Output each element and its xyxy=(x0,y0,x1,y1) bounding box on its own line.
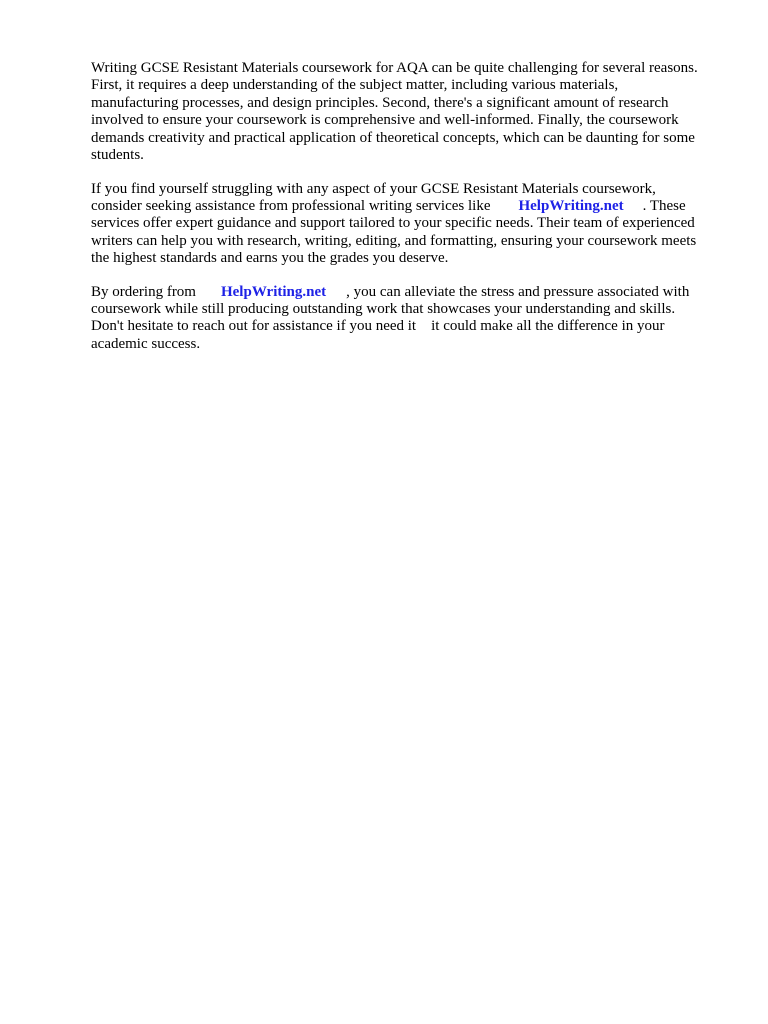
text-line: the highest standards and earns you the grades you deserve. xyxy=(91,250,449,267)
paragraph-intro xyxy=(91,60,731,164)
text-segment: , you can alleviate the stress and pressure associated with xyxy=(346,283,690,300)
paragraph-ordering xyxy=(91,284,731,354)
text-line: academic success. xyxy=(91,335,201,352)
text-line: involved to ensure your coursework is comprehensive and well-informed. Finally, the coursework xyxy=(91,112,679,129)
text-segment: it could make all the difference in your xyxy=(431,318,665,335)
text-line: If you find yourself struggling with any aspect of your GCSE Resistant Materials coursework, xyxy=(91,180,656,197)
text-segment: By ordering from xyxy=(91,283,196,300)
helpwriting-link[interactable]: HelpWriting.net xyxy=(518,197,624,214)
paragraph-help xyxy=(91,181,731,268)
helpwriting-link[interactable]: HelpWriting.net xyxy=(220,283,327,300)
text-line-with-link xyxy=(91,284,731,301)
text-segment: consider seeking assistance from professional writing services like xyxy=(91,197,491,214)
text-line: services offer expert guidance and support tailored to your specific needs. Their team of experienced xyxy=(91,215,695,232)
text-line xyxy=(91,318,731,335)
text-line: Writing GCSE Resistant Materials coursework for AQA can be quite challenging for several reasons. xyxy=(91,60,698,76)
text-line-with-link xyxy=(91,198,731,215)
paragraph-spacer xyxy=(91,164,731,180)
text-line: coursework while still producing outstanding work that showcases your understanding and skills. xyxy=(91,301,676,318)
text-line: students. xyxy=(91,146,144,163)
text-line: First, it requires a deep understanding of the subject matter, including various materials, xyxy=(91,77,619,94)
paragraph-spacer xyxy=(91,267,731,283)
document-body xyxy=(91,60,731,353)
text-segment: . These xyxy=(642,197,686,214)
text-line: demands creativity and practical application of theoretical concepts, which can be daunting for some xyxy=(91,129,695,146)
text-line: writers can help you with research, writing, editing, and formatting, ensuring your coursework meets xyxy=(91,232,697,249)
text-line: manufacturing processes, and design principles. Second, there's a significant amount of research xyxy=(91,94,669,111)
text-segment: Don't hesitate to reach out for assistance if you need it xyxy=(91,318,417,335)
